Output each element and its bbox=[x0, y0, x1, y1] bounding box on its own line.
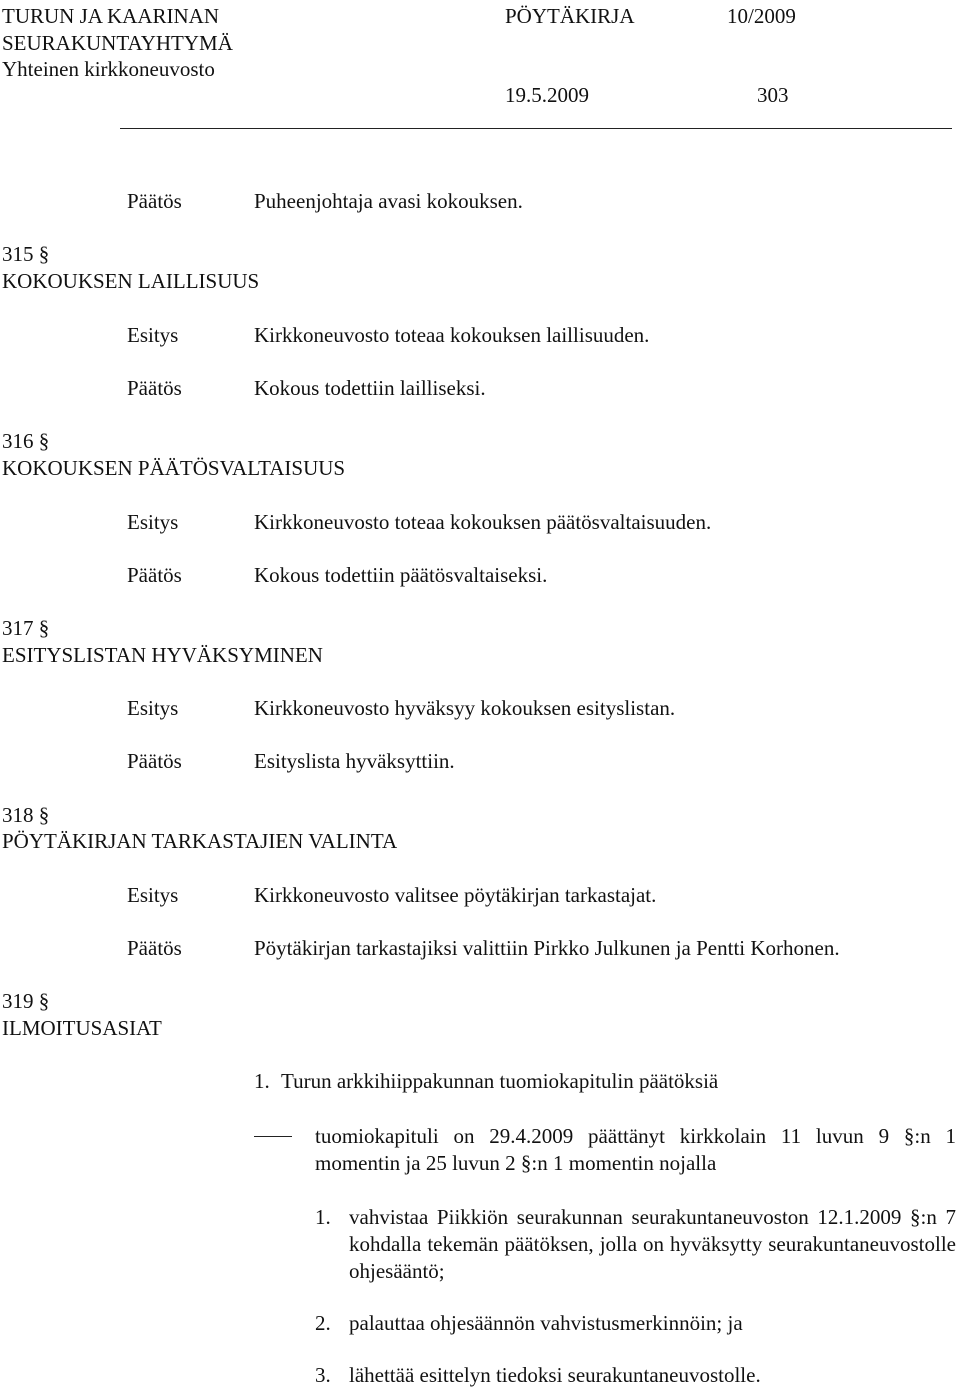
sub-item-number: 2. bbox=[315, 1311, 331, 1335]
proposal-label: Esitys bbox=[127, 323, 179, 347]
decision-text: Kokous todettiin päätösvaltaiseksi. bbox=[254, 563, 548, 587]
list-item-title: Turun arkkihiippakunnan tuomiokapitulin päätöksiä bbox=[281, 1069, 719, 1093]
proposal-label: Esitys bbox=[127, 696, 179, 720]
section-title: ILMOITUSASIAT bbox=[2, 1016, 162, 1040]
proposal-text: Kirkkoneuvosto toteaa kokouksen laillisuuden. bbox=[254, 323, 650, 347]
section-title: KOKOUKSEN LAILLISUUS bbox=[2, 269, 260, 293]
sub-item-text: lähettää esittelyn tiedoksi seurakuntaneuvostolle. bbox=[349, 1363, 761, 1387]
section-number: 318 § bbox=[2, 803, 50, 827]
section-title: KOKOUKSEN PÄÄTÖSVALTAISUUS bbox=[2, 456, 346, 480]
section-number: 316 § bbox=[2, 429, 50, 453]
meeting-date: 19.5.2009 bbox=[505, 83, 589, 107]
list-item-number: 1. bbox=[254, 1069, 270, 1093]
decision-text: Esityslista hyväksyttiin. bbox=[254, 749, 455, 773]
decision-label: Päätös bbox=[127, 376, 182, 400]
section-number: 315 § bbox=[2, 242, 50, 266]
section-number: 319 § bbox=[2, 989, 50, 1013]
header-divider bbox=[120, 128, 952, 129]
opening-decision-label: Päätös bbox=[127, 189, 182, 213]
sub-item-text: vahvistaa Piikkiön seurakunnan seurakuntaneuvoston 12.1.2009 §:n 7 kohdalla tekemän päätöksen, jolla on hyväksytty seurakuntaneuvostolle ohjesääntö; bbox=[349, 1205, 956, 1283]
decision-text: Kokous todettiin lailliseksi. bbox=[254, 376, 486, 400]
page-number: 303 bbox=[757, 83, 789, 107]
proposal-text: Kirkkoneuvosto hyväksyy kokouksen esityslistan. bbox=[254, 696, 676, 720]
proposal-text: Kirkkoneuvosto toteaa kokouksen päätösvaltaisuuden. bbox=[254, 510, 712, 534]
decision-text: Pöytäkirjan tarkastajiksi valittiin Pirkko Julkunen ja Pentti Korhonen. bbox=[254, 936, 840, 960]
sub-item-text: palauttaa ohjesäännön vahvistusmerkinnöin; ja bbox=[349, 1311, 743, 1335]
organization-subname: SEURAKUNTAYHTYMÄ bbox=[2, 31, 233, 55]
section-number: 317 § bbox=[2, 616, 50, 640]
document-type: PÖYTÄKIRJA bbox=[505, 4, 635, 28]
dash-bullet bbox=[254, 1136, 292, 1137]
proposal-label: Esitys bbox=[127, 883, 179, 907]
opening-decision-text: Puheenjohtaja avasi kokouksen. bbox=[254, 189, 523, 213]
proposal-text: Kirkkoneuvosto valitsee pöytäkirjan tarkastajat. bbox=[254, 883, 657, 907]
decision-label: Päätös bbox=[127, 936, 182, 960]
organization-name: TURUN JA KAARINAN bbox=[2, 4, 220, 28]
proposal-label: Esitys bbox=[127, 510, 179, 534]
document-number: 10/2009 bbox=[727, 4, 796, 28]
body-name: Yhteinen kirkkoneuvosto bbox=[2, 57, 215, 81]
section-title: ESITYSLISTAN HYVÄKSYMINEN bbox=[2, 643, 323, 667]
section-title: PÖYTÄKIRJAN TARKASTAJIEN VALINTA bbox=[2, 829, 398, 853]
sub-item-number: 3. bbox=[315, 1363, 331, 1387]
bullet-text: tuomiokapituli on 29.4.2009 päättänyt kirkkolain 11 luvun 9 §:n 1 momentin ja 25 luvun 2 §:n 1 momentin nojalla bbox=[315, 1124, 956, 1175]
decision-label: Päätös bbox=[127, 563, 182, 587]
decision-label: Päätös bbox=[127, 749, 182, 773]
sub-item-number: 1. bbox=[315, 1205, 331, 1229]
